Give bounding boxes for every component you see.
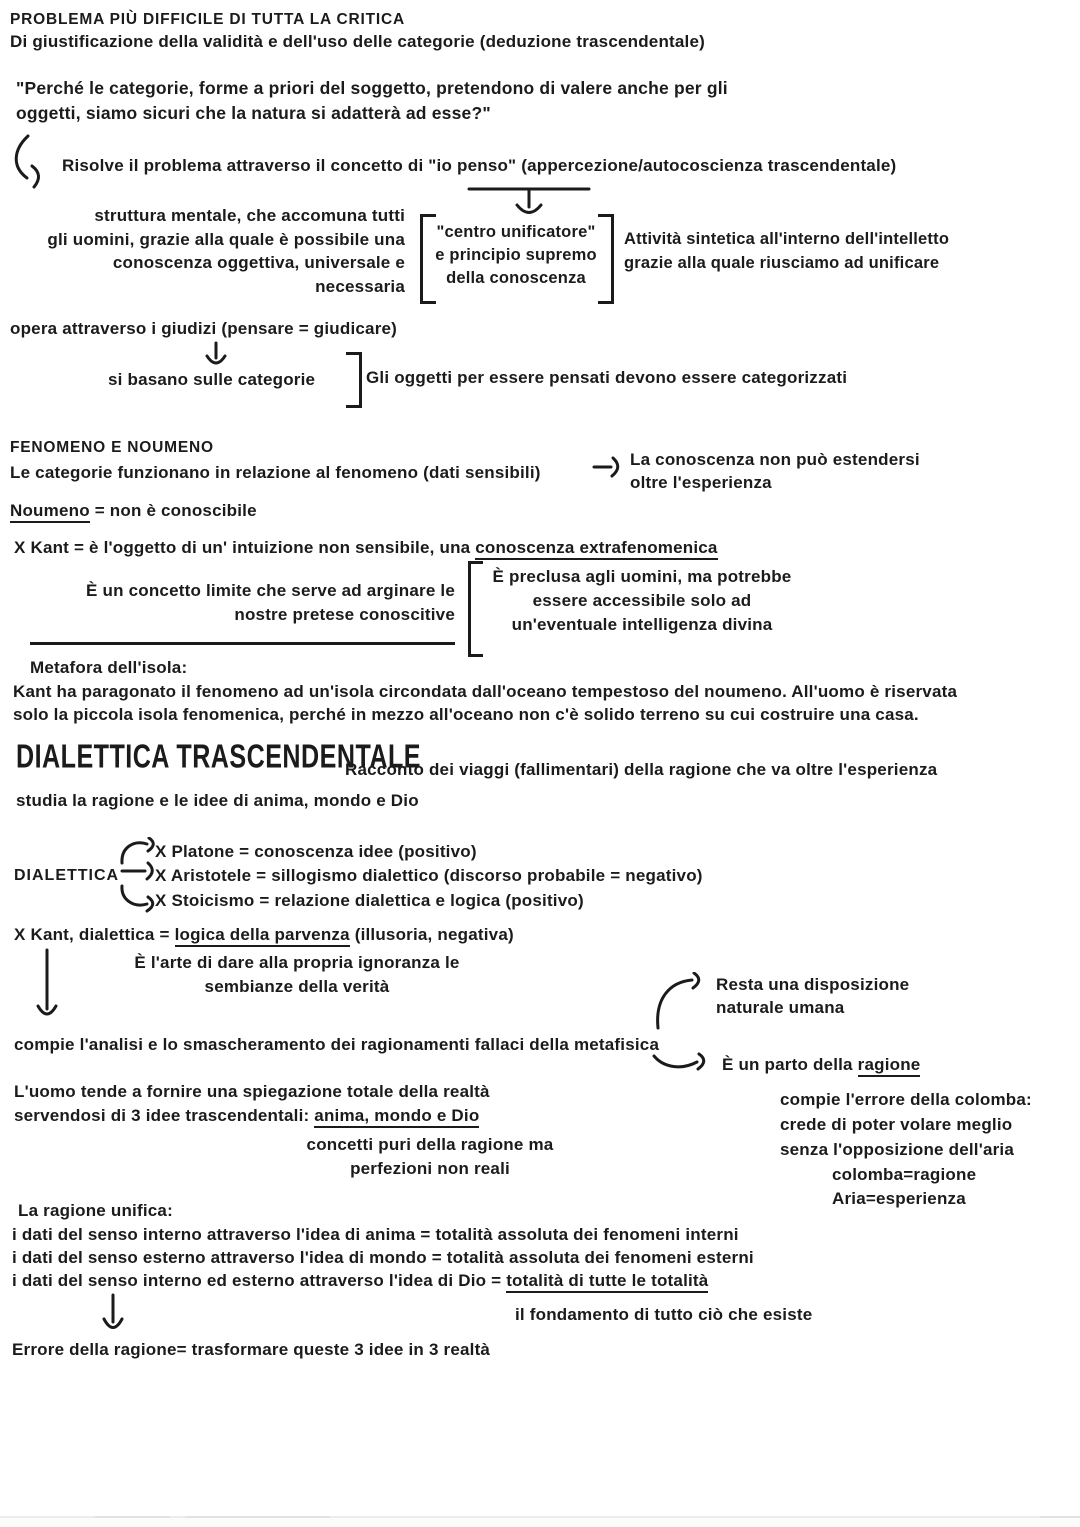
- block-struttura-mentale: [0, 204, 405, 298]
- heading-critica: PROBLEMA PIÙ DIFFICILE DI TUTTA LA CRITICA: [10, 11, 405, 28]
- text-kant-dialettica: [14, 923, 514, 946]
- text-studia-ragione: studia la ragione e le idee di anima, mondo e Dio: [16, 791, 419, 810]
- text-aristotele: X Aristotele = sillogismo dialettico (discorso probabile = negativo): [155, 866, 703, 885]
- colomba-line: senza l'opposizione dell'aria: [780, 1140, 1014, 1159]
- block-concetto-limite: [55, 579, 455, 627]
- io-penso-connector-icon: [466, 186, 592, 224]
- hook-arrow-icon: [10, 133, 56, 191]
- text-metafora-label: Metafora dell'isola:: [30, 658, 188, 677]
- colomba-line: crede di poter volare meglio: [780, 1115, 1013, 1134]
- block-conoscenza-limite: [630, 448, 920, 494]
- noumeno-definition: = non è conoscibile: [89, 501, 257, 520]
- curved-up-arrow-icon: [652, 972, 710, 1030]
- kant-noumeno-underlined: conoscenza extrafenomenica: [475, 538, 717, 560]
- noumeno-term: Noumeno: [10, 501, 90, 523]
- block-errore-colomba: [780, 1087, 1032, 1162]
- block-attivita-sintetica: [624, 227, 949, 275]
- page-margin-bottom: [0, 1518, 1080, 1527]
- block-arte-ignoranza: [112, 951, 482, 999]
- label-dialettica: DIALETTICA: [14, 867, 120, 884]
- down-arrow-icon: [205, 341, 227, 371]
- preclusa-line: un'eventuale intelligenza divina: [511, 615, 773, 634]
- text-uomo-spiegazione: L'uomo tende a fornire una spiegazione totale della realtà: [14, 1082, 490, 1101]
- struttura-line: struttura mentale, che accomuna tutti: [94, 206, 405, 225]
- block-resta-disposizione: [716, 973, 909, 1019]
- struttura-line: gli uomini, grazie alla quale è possibile una: [47, 229, 405, 249]
- bracket-right-icon: [598, 214, 614, 304]
- squiggle-arrow-icon: [652, 1050, 714, 1078]
- kant-dialettica-post: (illusoria, negativa): [349, 925, 514, 944]
- text-stoicismo: X Stoicismo = relazione dialettica e logica (positivo): [155, 891, 584, 910]
- text-tre-idee: [14, 1104, 479, 1127]
- text-fondamento: il fondamento di tutto ciò che esiste: [515, 1305, 813, 1324]
- subheading-deduzione: Di giustificazione della validità e dell'uso delle categorie (deduzione trascendentale): [10, 32, 706, 51]
- attivita-line: Attività sintetica all'interno dell'intelletto: [624, 230, 950, 248]
- heading-fenomeno-noumeno: FENOMENO E NOUMENO: [10, 439, 214, 456]
- arrow-right-icon: [592, 456, 626, 478]
- block-centro-unificatore: [433, 221, 599, 290]
- colomba-eq-line: colomba=ragione: [832, 1165, 977, 1184]
- conoscenza-line: La conoscenza non può estendersi: [630, 450, 920, 469]
- text-parto-ragione: [722, 1053, 920, 1076]
- tre-idee-pre: servendosi di 3 idee trascendentali:: [14, 1106, 315, 1125]
- unifica-dio-pre: i dati del senso interno ed esterno attraverso l'idea di Dio =: [12, 1271, 507, 1290]
- text-opera-giudizi: opera attraverso i giudizi (pensare = giudicare): [10, 319, 398, 338]
- paragraph-metafora-line-2: solo la piccola isola fenomenica, perché in mezzo all'oceano non c'è solido terreno su cui costruire una casa.: [13, 705, 919, 724]
- text-oggetti-categorizzati: Gli oggetti per essere pensati devono essere categorizzati: [366, 368, 848, 387]
- colomba-line: compie l'errore della colomba:: [780, 1090, 1032, 1109]
- underline-decoration: [30, 642, 455, 645]
- attivita-line: grazie alla quale riusciamo ad unificare: [624, 254, 940, 272]
- resta-line: naturale umana: [716, 998, 845, 1017]
- limite-line: È un concetto limite che serve ad arginare le: [86, 581, 455, 600]
- arrow-right-icon: [120, 861, 160, 881]
- long-down-arrow-icon: [35, 948, 59, 1028]
- preclusa-line: È preclusa agli uomini, ma potrebbe: [492, 567, 792, 586]
- text-platone: X Platone = conoscenza idee (positivo): [155, 842, 477, 861]
- arte-line: sembianze della verità: [204, 977, 390, 996]
- paragraph-metafora-line-1: Kant ha paragonato il fenomeno ad un'isola circondata dall'oceano tempestoso del noumeno. All'uomo è riservata: [13, 682, 958, 701]
- text-compie-analisi: compie l'analisi e lo smascheramento dei ragionamenti fallaci della metafisica: [14, 1035, 660, 1054]
- text-racconto-viaggi: Racconto dei viaggi (fallimentari) della ragione che va oltre l'esperienza: [345, 760, 938, 779]
- centro-line: e principio supremo: [435, 246, 597, 264]
- text-risolve: Risolve il problema attraverso il concetto di "io penso" (appercezione/autocoscienza trascendentale): [62, 156, 897, 175]
- quote-line-1: "Perché le categorie, forme a priori del soggetto, pretendono di valere anche per gli: [16, 78, 728, 98]
- struttura-line: necessaria: [315, 276, 405, 296]
- resta-line: Resta una disposizione: [716, 975, 910, 994]
- block-colomba-equazioni: [832, 1163, 976, 1211]
- tre-idee-underlined: anima, mondo e Dio: [314, 1106, 479, 1128]
- limite-line: nostre pretese conoscitive: [234, 605, 455, 624]
- quote-line-2: oggetti, siamo sicuri che la natura si adatterà ad esse?": [16, 103, 491, 123]
- centro-line: della conoscenza: [446, 269, 586, 287]
- text-ragione-unifica-label: La ragione unifica:: [18, 1201, 173, 1220]
- down-arrow-icon: [100, 1293, 126, 1339]
- heading-dialettica-trascendentale: DIALETTICA TRASCENDENTALE: [16, 738, 422, 775]
- text-si-basano: si basano sulle categorie: [108, 370, 316, 389]
- text-categorie-fenomeno: Le categorie funzionano in relazione al fenomeno (dati sensibili): [10, 463, 541, 482]
- bracket-right-icon: [346, 352, 362, 408]
- parto-pre: È un parto della: [722, 1055, 858, 1074]
- text-unifica-anima: i dati del senso interno attraverso l'idea di anima = totalità assoluta dei fenomeni interni: [12, 1225, 739, 1244]
- block-concetti-puri: [290, 1133, 570, 1181]
- text-noumeno: [10, 499, 257, 522]
- text-errore-ragione: Errore della ragione= trasformare queste 3 idee in 3 realtà: [12, 1340, 491, 1359]
- kant-dialettica-underlined: logica della parvenza: [175, 925, 350, 947]
- parto-underlined: ragione: [858, 1055, 921, 1077]
- kant-dialettica-pre: X Kant, dialettica =: [14, 925, 175, 944]
- block-preclusa: [482, 565, 802, 637]
- centro-line: "centro unificatore": [436, 223, 596, 241]
- bracket-left-icon: [468, 561, 483, 657]
- colomba-eq-line: Aria=esperienza: [832, 1189, 966, 1208]
- struttura-line: conoscenza oggettiva, universale e: [112, 253, 405, 272]
- text-kant-noumeno: [14, 536, 718, 559]
- kant-noumeno-pre: X Kant = è l'oggetto di un' intuizione non sensibile, una: [14, 538, 476, 557]
- conoscenza-line: oltre l'esperienza: [630, 473, 772, 492]
- unifica-dio-underlined: totalità di tutte le totalità: [506, 1271, 708, 1293]
- arte-line: È l'arte di dare alla propria ignoranza le: [134, 953, 460, 972]
- concetti-line: perfezioni non reali: [350, 1159, 510, 1178]
- text-unifica-mondo: i dati del senso esterno attraverso l'idea di mondo = totalità assoluta dei fenomeni esterni: [12, 1248, 754, 1267]
- text-unifica-dio: [12, 1269, 708, 1292]
- concetti-line: concetti puri della ragione ma: [306, 1135, 554, 1154]
- preclusa-line: essere accessibile solo ad: [532, 591, 752, 610]
